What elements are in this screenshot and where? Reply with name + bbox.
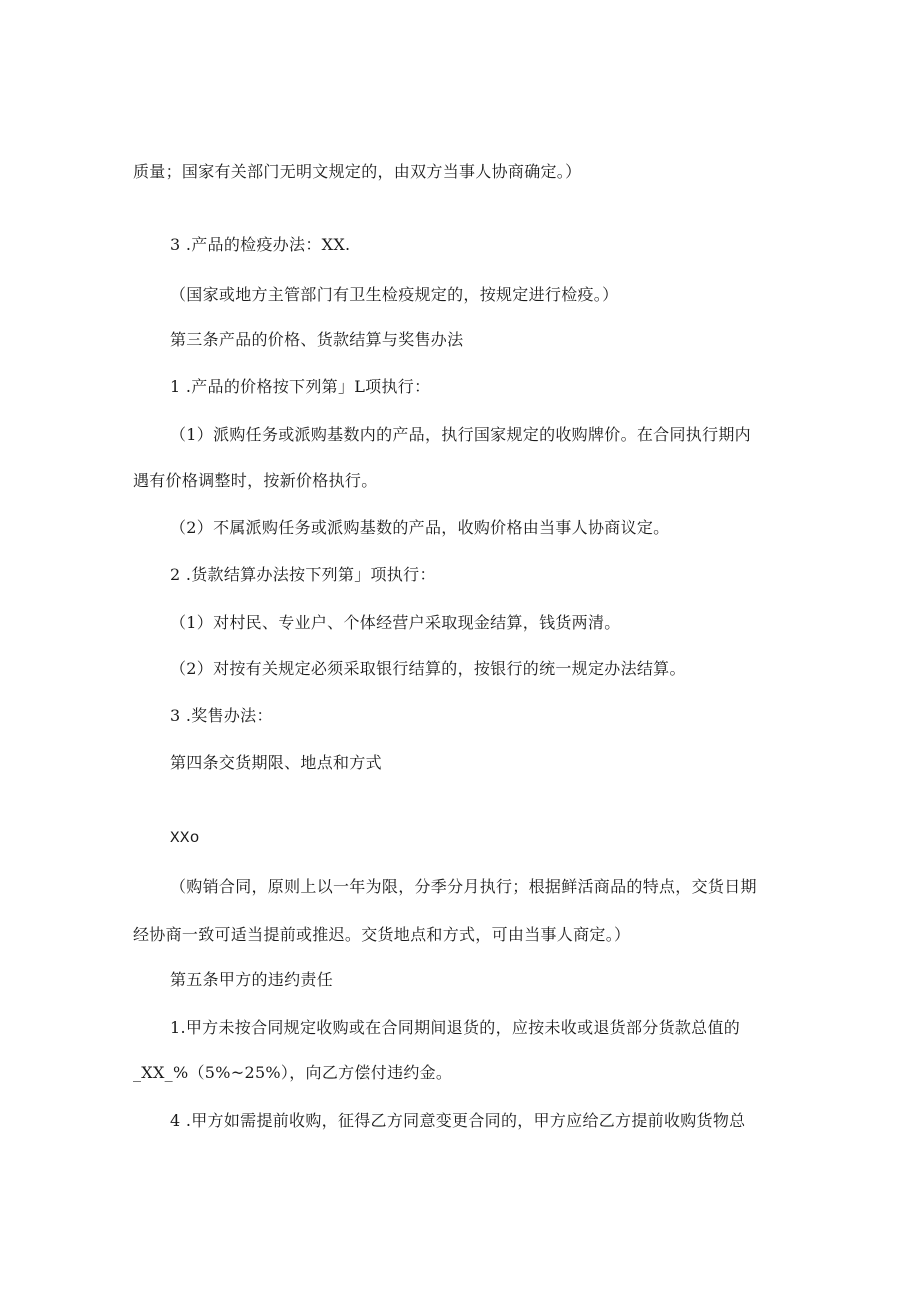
price-item-1-line-1: （1）派购任务或派购基数内的产品，执行国家规定的收购牌价。在合同执行期内 (170, 425, 751, 444)
breach-item-1-line-1: 1.甲方未按合同规定收购或在合同期间退货的，应按未收或退货部分货款总值的 (170, 1018, 741, 1037)
settlement-item-1: （1）对村民、专业户、个体经营户采取现金结算，钱货两清。 (170, 613, 621, 632)
breach-item-1-line-2: _XX_%（5%~25%），向乙方偿付违约金。 (133, 1063, 453, 1082)
reward-clause-3: 3 .奖售办法： (170, 706, 273, 725)
article-5-heading: 第五条甲方的违约责任 (170, 970, 334, 989)
breach-item-4: 4 .甲方如需提前收购，征得乙方同意变更合同的，甲方应给乙方提前收购货物总 (170, 1111, 746, 1130)
settlement-item-2: （2）对按有关规定必须采取银行结算的，按银行的统一规定办法结算。 (170, 659, 686, 678)
article-3-heading: 第三条产品的价格、货款结算与奖售办法 (170, 330, 464, 349)
delivery-placeholder: XXo (170, 829, 200, 847)
article-4-heading: 第四条交货期限、地点和方式 (170, 753, 382, 772)
price-item-1-line-2: 遇有价格调整时，按新价格执行。 (133, 471, 378, 490)
price-item-2: （2）不属派购任务或派购基数的产品，收购价格由当事人协商议定。 (170, 518, 670, 537)
paragraph-quality-note-end: 质量；国家有关部门无明文规定的，由双方当事人协商确定。） (133, 162, 582, 181)
clause-3-quarantine-method: 3 .产品的检疫办法：XX. (170, 235, 351, 254)
delivery-note-line-1: （购销合同，原则上以一年为限，分季分月执行；根据鲜活商品的特点，交货日期 (170, 877, 757, 896)
delivery-note-line-2: 经协商一致可适当提前或推迟。交货地点和方式，可由当事人商定。） (133, 925, 631, 944)
settlement-clause-2: 2 .货款结算办法按下列第」项执行： (170, 565, 436, 584)
quarantine-note: （国家或地方主管部门有卫生检疫规定的，按规定进行检疫。） (170, 285, 619, 304)
price-clause-1: 1 .产品的价格按下列第」L项执行： (170, 377, 431, 396)
